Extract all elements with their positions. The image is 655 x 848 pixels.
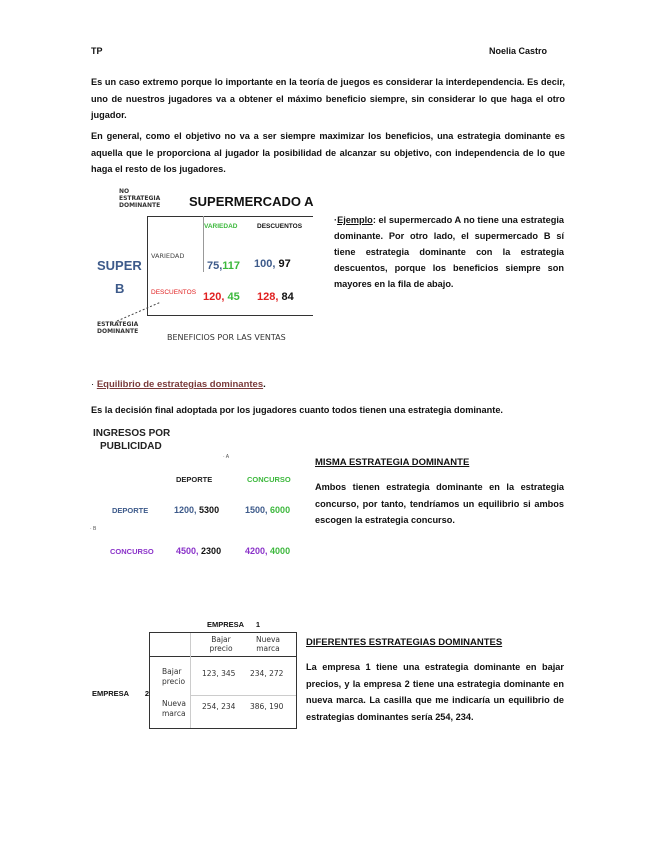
row-line-1: Bajar	[162, 667, 182, 676]
diferentes-title: DIFERENTES ESTRATEGIAS DOMINANTES	[306, 637, 503, 648]
super-b-label-1: SUPER	[97, 258, 142, 273]
cell-value-b: 1200,	[174, 505, 197, 515]
cell-value-b: 128,	[257, 291, 279, 303]
advertising-title-1: INGRESOS POR	[93, 428, 171, 439]
bullet: ·	[334, 215, 338, 225]
misma-title: MISMA ESTRATEGIA DOMINANTE	[315, 457, 470, 468]
dominant-note: ESTRATEGIA DOMINANTE	[97, 321, 139, 335]
col-line-1: Bajar	[211, 635, 231, 644]
col-line-2: precio	[209, 644, 233, 653]
col-descuentos: DESCUENTOS	[257, 223, 303, 230]
paragraph-2: En general, como el objetivo no va a ser siempre maximizar los beneficios, una estrategia dominante es aquella que le proporciona al jugador la posibilidad de alcanzar su objetivo, con independencia de lo que haga el resto de los jugadores.	[91, 131, 565, 174]
row-variedad: VARIEDAD	[151, 252, 185, 260]
row-descuentos: DESCUENTOS	[151, 289, 197, 296]
player-b-label: · B	[90, 526, 97, 532]
cell-concurso-concurso	[245, 546, 290, 556]
cell-value-a: 97	[278, 258, 291, 270]
diferentes-paragraph: La empresa 1 tiene una estrategia dominante en bajar precios, y la empresa 2 tiene una estrategia dominante en nueva marca. La casilla que me indicaría un equilibrio de estrategias dominantes sería 254, 234.	[306, 662, 564, 722]
cell-nueva-nueva: 386, 190	[250, 702, 284, 711]
example-label: Ejemplo	[337, 215, 373, 225]
cell-value-a: 5300	[199, 505, 220, 515]
figure-caption: BENEFICIOS POR LAS VENTAS	[167, 333, 286, 342]
cell-value-b: 100,	[254, 258, 276, 270]
section-equilibrio-heading	[91, 379, 266, 390]
bullet: ·	[91, 379, 95, 390]
cell-deporte-deporte	[174, 505, 219, 515]
supermarket-figure	[91, 186, 321, 346]
cell-bajar-bajar: 123, 345	[202, 669, 236, 678]
super-b-label-2: B	[115, 281, 125, 296]
matrix-vline	[190, 633, 191, 728]
player-a-label: · A	[223, 454, 230, 460]
empresa-matrix	[149, 632, 297, 729]
row-line-2: precio	[162, 677, 186, 686]
cell-value-b: 75,	[207, 260, 223, 272]
cell-nueva-bajar: 254, 234	[202, 702, 236, 711]
empresa-2-label: EMPRESA 2	[92, 689, 150, 698]
row-line-1: Nueva	[162, 699, 187, 708]
empresa-1-label: EMPRESA 1	[207, 620, 261, 629]
col-concurso: CONCURSO	[247, 475, 291, 484]
col-variedad: VARIEDAD	[204, 223, 238, 230]
cell-value-b: 4200,	[245, 546, 268, 556]
col-line-2: marca	[256, 644, 280, 653]
example-text: : el supermercado A no tiene una estrategia dominante. Por otro lado, el supermercado B sí tiene estrategia dominante con la estrategia descuentos, porque los beneficios siempre son mayores en la fila de abajo.	[334, 215, 564, 289]
matrix-hline-inner	[190, 695, 296, 696]
cell-value-a: 84	[281, 291, 294, 303]
advertising-title-2: PUBLICIDAD	[100, 441, 162, 452]
col-line-1: Nueva	[255, 635, 280, 644]
cell-value-b: 1500,	[245, 505, 268, 515]
row-nueva-marca	[162, 699, 186, 719]
supermarket-a-title: SUPERMERCADO A	[189, 194, 314, 209]
equilibrio-link[interactable]: Equilibrio de estrategias dominantes	[96, 379, 264, 390]
col-bajar-precio	[206, 635, 236, 653]
cell-value-a: 6000	[270, 505, 291, 515]
cell-value-b: 120,	[203, 291, 225, 303]
cell-concurso-deporte	[176, 546, 221, 556]
header-left: TP	[91, 46, 103, 56]
matrix-hline	[150, 656, 296, 657]
example-paragraph	[334, 212, 564, 292]
cell-value-a: 117	[222, 260, 241, 272]
row-bajar-precio	[162, 667, 185, 687]
row-concurso: CONCURSO	[110, 547, 154, 556]
header-right: Noelia Castro	[489, 46, 548, 56]
cell-value-b: 4500,	[176, 546, 199, 556]
col-deporte: DEPORTE	[176, 475, 213, 484]
cell-deporte-concurso	[245, 505, 290, 515]
no-dominant-note: NO ESTRATEGIA DOMINANTE	[119, 188, 161, 209]
cell-value-a: 2300	[201, 546, 222, 556]
heading-dot: .	[263, 379, 266, 390]
paragraph-1: Es un caso extremo porque lo importante en la teoría de juegos es considerar la interdependencia. Es decir, uno de nuestros jugadores va a obtener el máximo beneficio siempre, sin considerar lo que haga el otro jugador.	[91, 77, 565, 120]
advertising-figure	[90, 428, 310, 568]
col-nueva-marca	[253, 635, 283, 653]
row-deporte: DEPORTE	[112, 506, 149, 515]
equilibrio-paragraph: Es la decisión final adoptada por los jugadores cuanto todos tienen una estrategia dominante.	[91, 405, 503, 415]
cell-value-a: 45	[227, 291, 240, 303]
row-line-2: marca	[162, 709, 186, 718]
cell-value-a: 4000	[270, 546, 291, 556]
cell-bajar-nueva: 234, 272	[250, 669, 284, 678]
misma-paragraph: Ambos tienen estrategia dominante en la estrategia concurso, por tanto, tendríamos un equilibrio si ambos escogen la estrategia concurso.	[315, 482, 564, 525]
